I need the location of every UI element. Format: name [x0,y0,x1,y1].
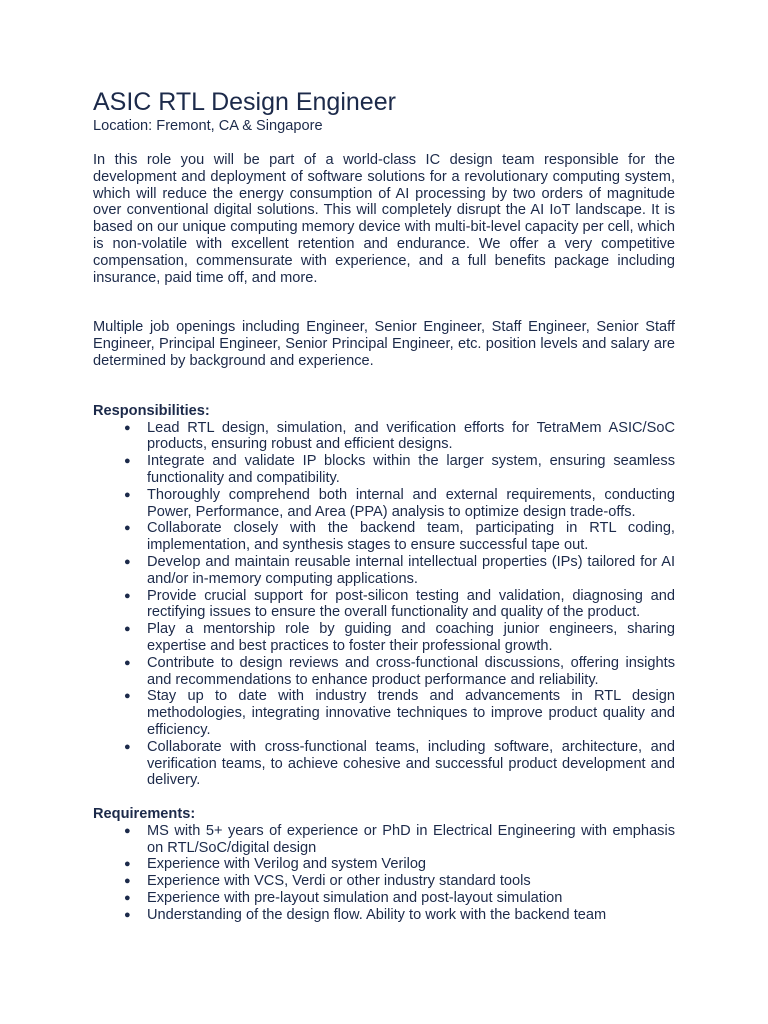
requirements-heading: Requirements: [93,806,196,823]
bullet-icon: ● [124,589,131,602]
bullet-icon: ● [124,656,131,669]
requirement-text: Experience with Verilog and system Verilog [147,856,427,873]
responsibility-text: Integrate and validate IP blocks within the larger system, ensuring seamless functionality and compatibility. [147,453,675,486]
responsibility-text: Stay up to date with industry trends and advancements in RTL design methodologies, integrating innovative techniques to improve product quality and efficiency. [147,688,675,738]
bullet-icon: ● [124,522,131,535]
list-item [93,420,675,454]
responsibility-text: Collaborate closely with the backend team, participating in RTL coding, implementation, and synthesis stages to ensure successful tape out. [147,520,675,554]
list-item [93,487,675,521]
list-item [93,655,675,689]
responsibilities-heading: Responsibilities: [93,402,210,419]
responsibility-text: Collaborate with cross-functional teams, including software, architecture, and verification teams, to achieve cohesive and successful product development and delivery. [147,738,675,789]
bullet-icon: ● [124,740,131,753]
responsibilities-list [93,420,675,790]
bullet-icon: ● [124,824,131,837]
requirement-text: Experience with VCS, Verdi or other industry standard tools [147,873,531,890]
requirement-text: MS with 5+ years of experience or PhD in Electrical Engineering with emphasis on RTL/SoC/digital design [147,822,675,856]
bullet-icon: ● [124,892,131,905]
job-posting-document [93,86,675,924]
page-title: ASIC RTL Design Engineer [93,88,396,116]
list-item [93,621,675,655]
openings-paragraph: Multiple job openings including Engineer, Senior Engineer, Staff Engineer, Senior Staff Engineer, Principal Engineer, Senior Principal Engineer, etc. position levels and salary are determined by background and experience. [93,319,675,369]
bullet-icon: ● [124,690,131,703]
responsibility-text: Play a mentorship role by guiding and coaching junior engineers, sharing expertise and best practices to foster their professional growth. [147,621,675,654]
list-item [93,688,675,738]
bullet-icon: ● [124,555,131,568]
list-item [93,907,675,924]
list-item [93,890,675,907]
responsibility-text: Contribute to design reviews and cross-functional discussions, offering insights and recommendations to enhance product performance and reliability. [147,654,675,688]
responsibility-text: Lead RTL design, simulation, and verification efforts for TetraMem ASIC/SoC products, ensuring robust and efficient designs. [147,419,675,453]
list-item [93,520,675,554]
list-item [93,873,675,890]
bullet-icon: ● [124,908,131,921]
list-item [93,739,675,789]
location-line: Location: Fremont, CA & Singapore [93,118,323,134]
bullet-icon: ● [124,488,131,501]
list-item [93,554,675,588]
bullet-icon: ● [124,875,131,888]
list-item [93,856,675,873]
list-item [93,823,675,857]
list-item [93,588,675,622]
bullet-icon: ● [124,421,131,434]
responsibility-text: Develop and maintain reusable internal intellectual properties (IPs) tailored for AI and/or in-memory computing applications. [147,553,675,587]
intro-paragraph: In this role you will be part of a world-class IC design team responsible for the development and deployment of software solutions for a revolutionary computing system, which will reduce the energy consumption of AI processing by two orders of magnitude over conventional digital solutions. This will completely disrupt the AI IoT landscape. It is based on our unique computing memory device with multi-bit-level capacity per cell, which is non-volatile with excellent retention and endurance. We offer a very competitive compensation, commensurate with experience, and a full benefits package including insurance, paid time off, and more. [93,152,675,286]
responsibility-text: Provide crucial support for post-silicon testing and validation, diagnosing and rectifying issues to ensure the overall functionality and quality of the product. [147,587,675,621]
responsibility-text: Thoroughly comprehend both internal and external requirements, conducting Power, Performance, and Area (PPA) analysis to optimize design trade-offs. [147,486,675,520]
requirement-text: Understanding of the design flow. Ability to work with the backend team [147,906,607,923]
requirement-text: Experience with pre-layout simulation and post-layout simulation [147,890,563,907]
list-item [93,453,675,487]
requirements-list [93,823,675,924]
bullet-icon: ● [124,858,131,871]
bullet-icon: ● [124,455,131,468]
bullet-icon: ● [124,623,131,636]
